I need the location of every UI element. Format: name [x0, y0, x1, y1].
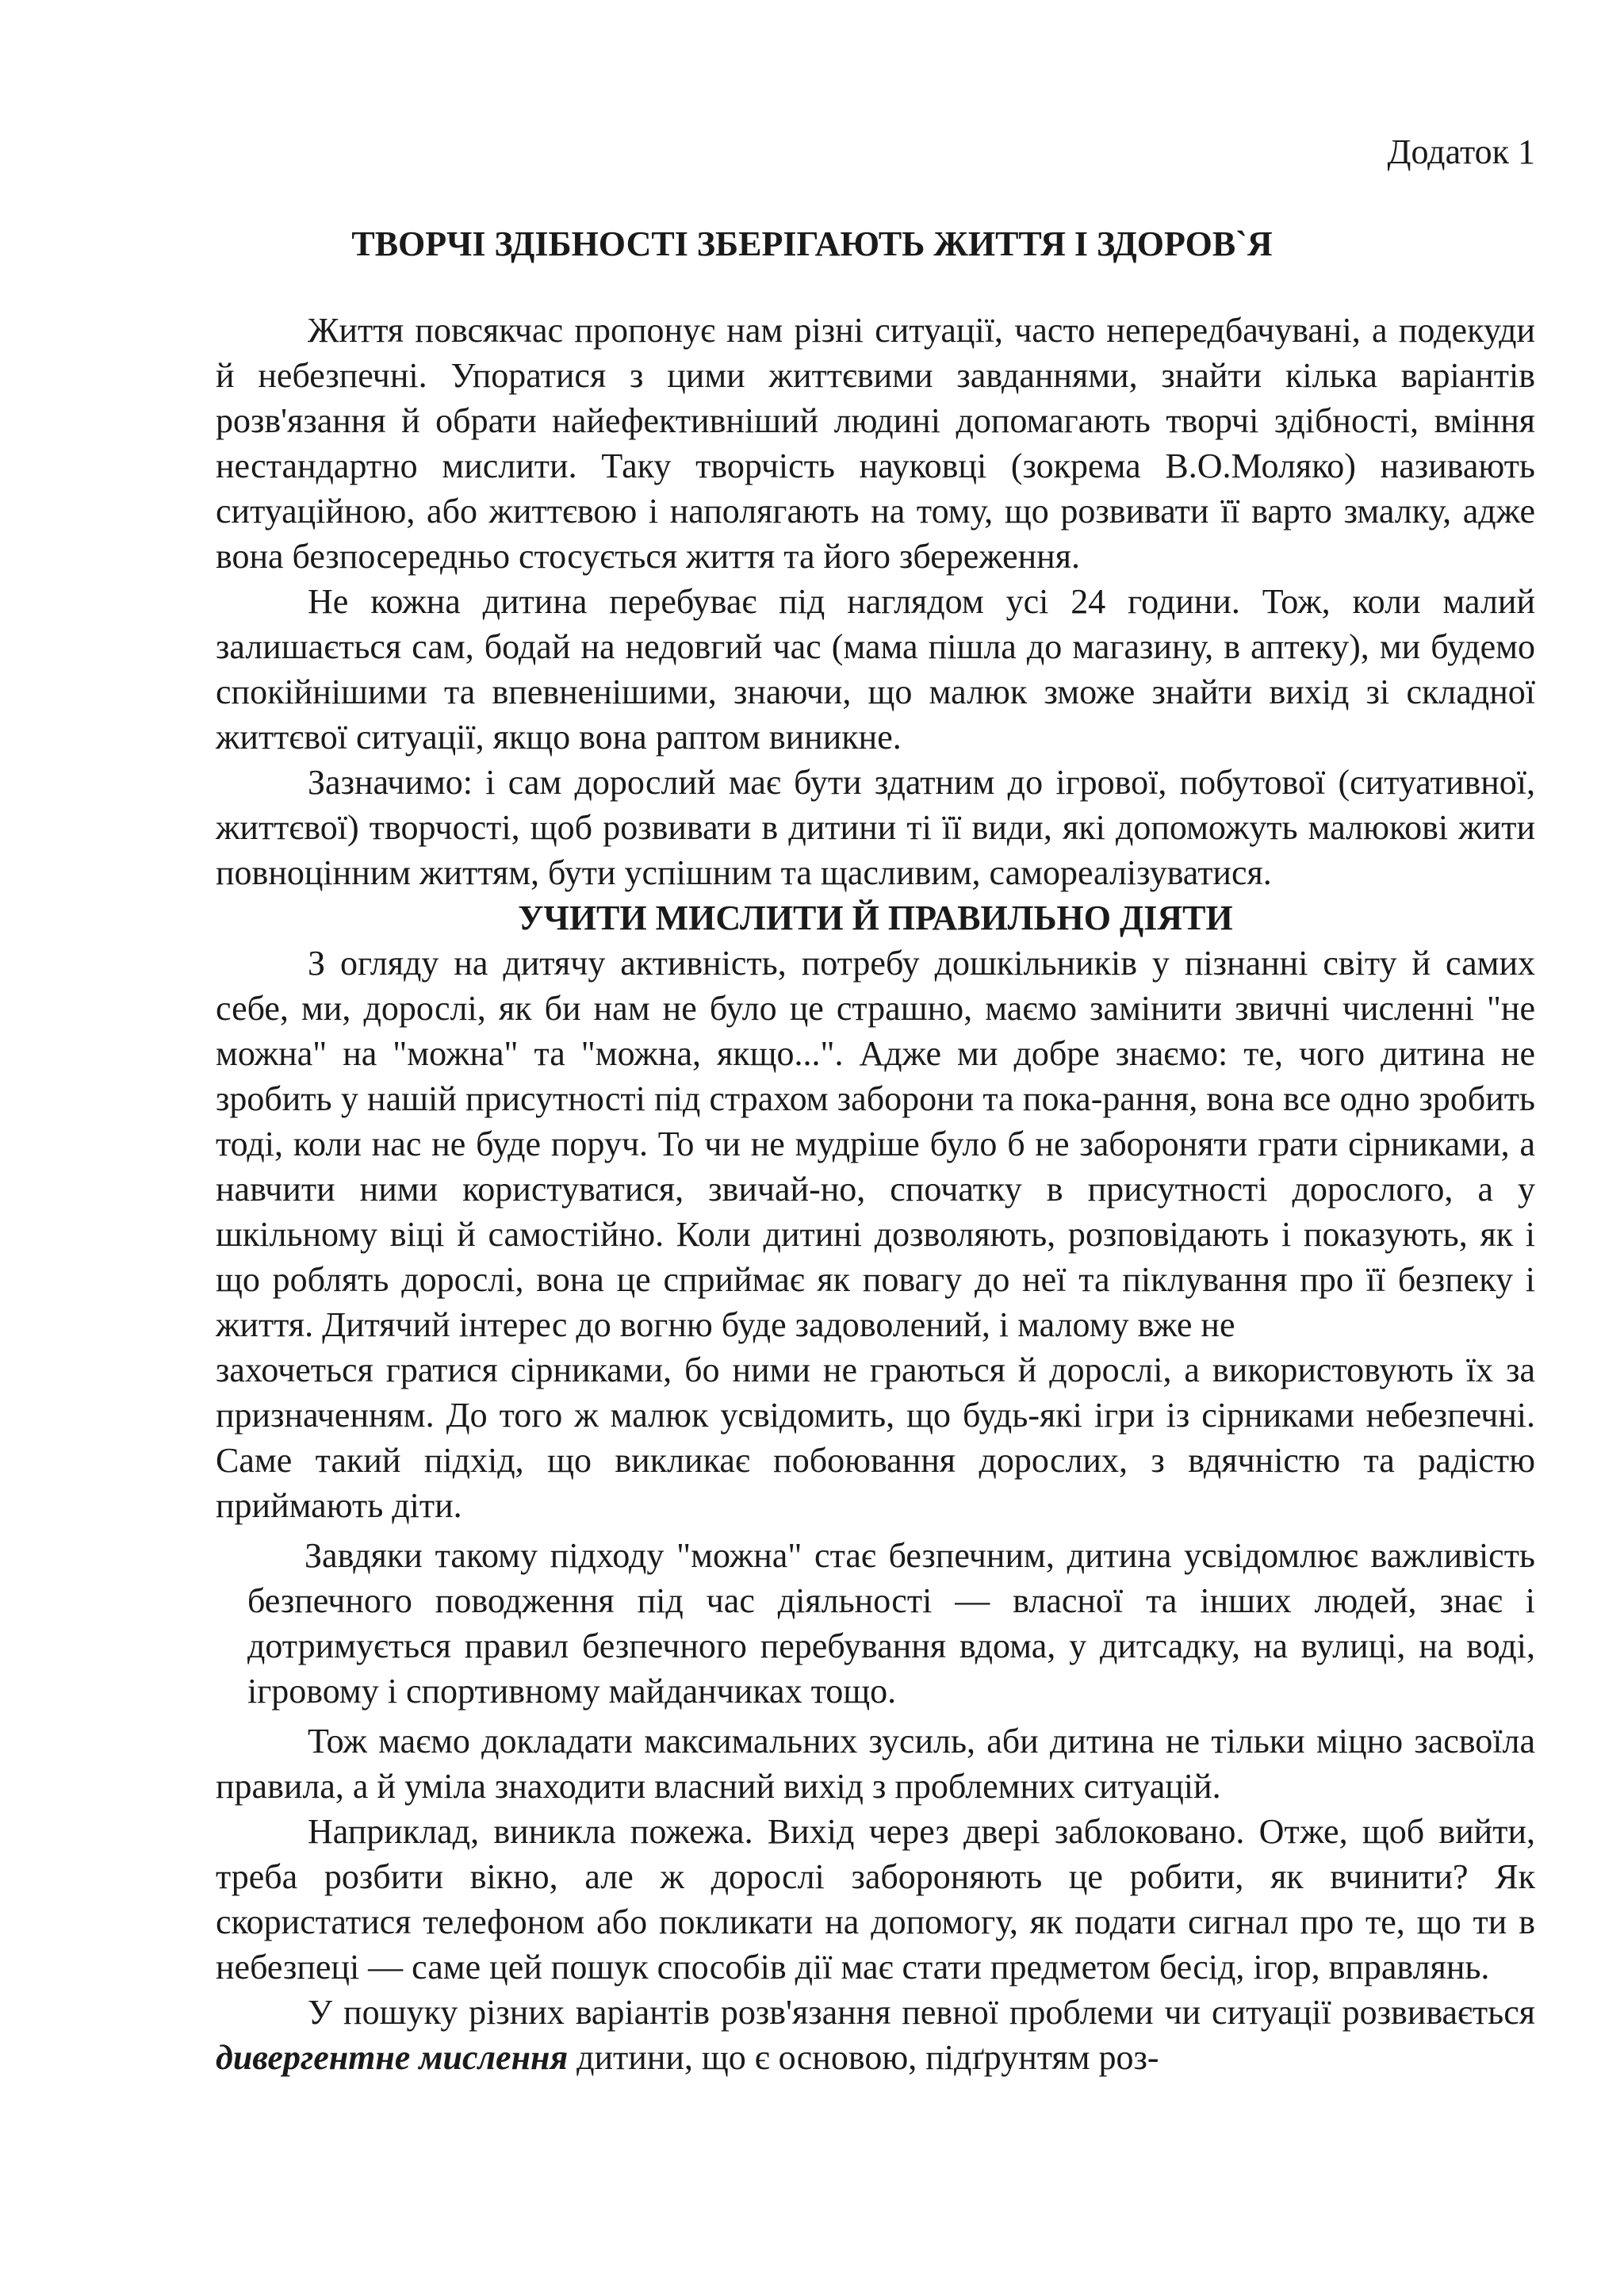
appendix-label: Додаток 1 [1387, 132, 1535, 171]
paragraph: Завдяки такому підходу "можна" стає безпечним, дитина усвідомлює важливість безпечного поводження під час діяльності — власної та інших людей, знає і дотримується правил безпечного перебування вдома, у дитсадку, на вулиці, на воді, ігровому і спортивному майданчиках тощо. [247, 1536, 1535, 1711]
section-subtitle: УЧИТИ МИСЛИТИ Й ПРАВИЛЬНО ДІЯТИ [518, 898, 1233, 937]
paragraph-text: дитини, що є основою, підґрунтям роз- [568, 2038, 1159, 2077]
paragraph: захочеться гратися сірниками, бо ними не граються й дорослі, а використовують їх за призначенням. До того ж малюк усвідомить, що будь-які ігри із сірниками небезпечні. Саме такий підхід, що викликає побоювання дорослих, з вдячністю та радістю приймають діти. [216, 1351, 1535, 1525]
paragraph: Наприклад, виникла пожежа. Вихід через двері заблоковано. Отже, щоб вийти, треба розбити вікно, але ж дорослі забороняють це робити, як вчинити? Як скористатися телефоном або покликати на допомогу, як подати сигнал про те, що ти в небезпеці — саме цей пошук способів дії має стати предметом бесід, ігор, вправлянь. [216, 1812, 1535, 1987]
paragraph: Життя повсякчас пропонує нам різні ситуації, часто непередбачувані, а подекуди й небезпечні. Упоратися з цими життєвими завданнями, знайти кілька варіантів розв'язання й обрати найефективніший людині допомагають творчі здібності, вміння нестандартно мислити. Таку творчість науковці (зокрема В.О.Моляко) називають ситуаційною, або життєвою і наполягають на тому, що розвивати її варто змалку, адже вона безпосередньо стосується життя та його збереження. [216, 311, 1535, 576]
paragraph [216, 1990, 1535, 2080]
paragraph: Тож маємо докладати максимальних зусиль, аби дитина не тільки міцно засвоїла правила, а й уміла знаходити власний вихід з проблемних ситуацій. [216, 1722, 1535, 1806]
paragraph-text: У пошуку різних варіантів розв'язання певної проблеми чи ситуації розвивається [308, 1993, 1535, 2032]
section-intro [216, 308, 1535, 2080]
paragraph: Зазначимо: і сам дорослий має бути здатним до ігрової, побутової (ситуативної, життєвої) творчості, щоб розвивати в дитини ті її види, які допоможуть малюкові жити повноцінним життям, бути успішним та щасливим, самореалізуватися. [216, 763, 1535, 892]
paragraph: З огляду на дитячу активність, потребу дошкільників у пізнанні світу й самих себе, ми, дорослі, як би нам не було це страшно, маємо замінити звичні численні "не можна" на "можна" та "можна, якщо...". Адже ми добре знаємо: те, чого дитина не зробить у нашій присутності під страхом заборони та пока-рання, вона все одно зробить тоді, коли нас не буде поруч. То чи не мудріше було б не забороняти грати сірниками, а навчити ними користуватися, звичай-но, спочатку в присутності дорослого, а у шкільному віці й самостійно. Коли дитині дозволяють, розповідають і показують, як і що роблять дорослі, вона це сприймає як повагу до неї та піклування про її безпеку і життя. Дитячий інтерес до вогню буде задоволений, і малому вже не [216, 944, 1535, 1344]
emphasized-term: дивергентне мислення [216, 2038, 569, 2077]
page-title: ТВОРЧІ ЗДІБНОСТІ ЗБЕРІГАЮТЬ ЖИТТЯ І ЗДОРОВ`Я [351, 224, 1273, 263]
paragraph: Не кожна дитина перебуває під наглядом усі 24 години. Тож, коли малий залишається сам, бодай на недовгий час (мама пішла до магазину, в аптеку), ми будемо спокійнішими та впевненішими, знаючи, що малюк зможе знайти вихід зі складної життєвої ситуації, якщо вона раптом виникне. [216, 582, 1535, 757]
